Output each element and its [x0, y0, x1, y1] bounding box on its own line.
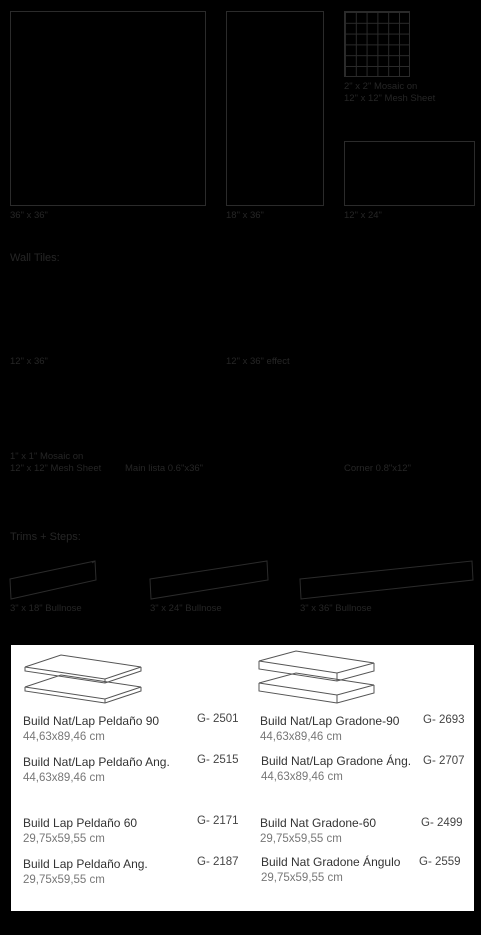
product-name: Build Nat Gradone-60: [260, 816, 377, 830]
product-name: Build Nat/Lap Peldaño 90: [23, 714, 160, 728]
bullnose-3x18-label: 3" x 18" Bullnose: [10, 603, 82, 614]
product-code: G- 2515: [197, 754, 239, 766]
wall-tile-12x36-label: 12" x 36": [10, 356, 48, 367]
bullnose-3x36-label: 3" x 36" Bullnose: [300, 603, 372, 614]
wall-mosaic-label-line1: 1" x 1" Mosaic on: [10, 451, 84, 462]
mosaic-2x2-label-line1: 2" x 2" Mosaic on: [344, 81, 418, 92]
wall-tile-12x36-effect-label: 12" x 36" effect: [226, 356, 290, 367]
product-dims: 44,63x89,46 cm: [260, 731, 342, 743]
tile-36x36: [10, 11, 206, 206]
product-name: Build Lap Peldaño Ang.: [23, 857, 148, 871]
steps-product-panel: [11, 645, 474, 911]
mosaic-2x2-label-line2: 12" x 12" Mesh Sheet: [344, 93, 436, 104]
tile-18x36-label: 18" x 36": [226, 210, 264, 221]
product-code: G- 2499: [421, 817, 463, 829]
product-name: Build Nat/Lap Peldaño Ang.: [23, 755, 170, 769]
peldano-step-illustration: [21, 653, 146, 707]
product-dims: 44,63x89,46 cm: [261, 771, 343, 783]
product-dims: 29,75x59,55 cm: [260, 833, 342, 845]
tile-12x24-label: 12" x 24": [344, 210, 382, 221]
wall-tiles-heading: Wall Tiles:: [10, 252, 60, 264]
gradone-step-illustration: [256, 649, 381, 709]
product-dims: 29,75x59,55 cm: [23, 874, 105, 886]
product-code: G- 2693: [423, 714, 465, 726]
product-dims: 44,63x89,46 cm: [23, 731, 105, 743]
main-lista-label: Main lista 0.6"x36": [125, 463, 204, 474]
bullnose-3x18-shape: [9, 560, 99, 600]
product-name: Build Nat/Lap Gradone Áng.: [261, 754, 412, 768]
wall-mosaic-label-line2: 12" x 12" Mesh Sheet: [10, 463, 102, 474]
product-dims: 29,75x59,55 cm: [261, 872, 343, 884]
bullnose-3x36-shape: [299, 560, 477, 600]
tile-18x36: [226, 11, 324, 206]
tile-36x36-label: 36" x 36": [10, 210, 48, 221]
product-code: G- 2559: [419, 856, 461, 868]
product-name: Build Lap Peldaño 60: [23, 816, 138, 830]
product-code: G- 2501: [197, 713, 239, 725]
trims-steps-heading: Trims + Steps:: [10, 531, 81, 543]
product-code: G- 2187: [197, 856, 239, 868]
product-name: Build Nat/Lap Gradone-90: [260, 714, 400, 728]
tile-12x24: [344, 141, 475, 206]
corner-label: Corner 0.8"x12": [344, 463, 411, 474]
product-code: G- 2171: [197, 815, 239, 827]
bullnose-3x24-shape: [149, 560, 271, 600]
bullnose-3x24-label: 3" x 24" Bullnose: [150, 603, 222, 614]
product-dims: 44,63x89,46 cm: [23, 772, 105, 784]
product-dims: 29,75x59,55 cm: [23, 833, 105, 845]
mosaic-2x2-tile: [344, 11, 410, 77]
product-name: Build Nat Gradone Ángulo: [261, 855, 401, 869]
product-code: G- 2707: [423, 755, 465, 767]
